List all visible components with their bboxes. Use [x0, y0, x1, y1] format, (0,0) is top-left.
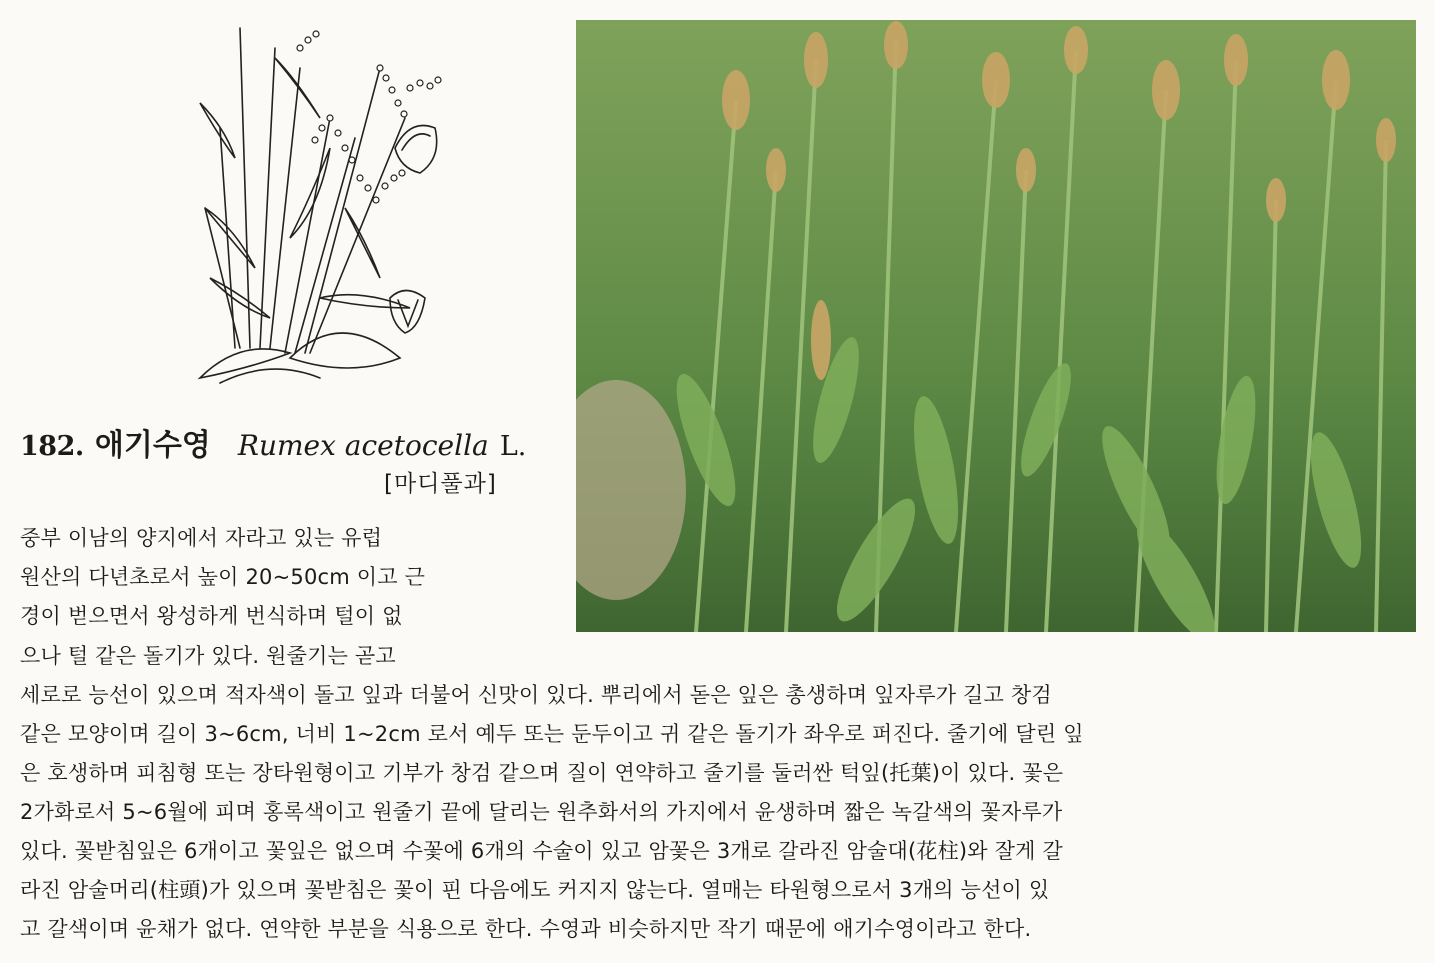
entry-header	[20, 420, 540, 464]
scientific-name: Rumex acetocella	[237, 429, 489, 462]
description-line: 2가화로서 5~6월에 피며 홍록색이고 원줄기 끝에 달리는 원추화서의 가지에서 윤생하며 짧은 녹갈색의 꽃자루가	[20, 800, 1063, 824]
description-line: 중부 이남의 양지에서 자라고 있는 유럽	[20, 526, 383, 550]
description-line: 라진 암술머리(柱頭)가 있으며 꽃받침은 꽃이 핀 다음에도 커지지 않는다. 열매는 타원형으로서 3개의 능선이 있	[20, 878, 1050, 902]
description-line: 은 호생하며 피침형 또는 장타원형이고 기부가 창검 같으며 질이 연약하고 줄기를 둘러싼 턱잎(托葉)이 있다. 꽃은	[20, 761, 1064, 785]
entry-number: 182.	[20, 431, 84, 462]
plant-photograph	[576, 20, 1416, 632]
description-line: 있다. 꽃받침잎은 6개이고 꽃잎은 없으며 수꽃에 6개의 수술이 있고 암꽃은 3개로 갈라진 암술대(花柱)와 잘게 갈	[20, 839, 1063, 863]
description-line: 같은 모양이며 길이 3~6cm, 너비 1~2cm 로서 예두 또는 둔두이고 귀 같은 돌기가 좌우로 퍼진다. 줄기에 달린 잎	[20, 722, 1084, 746]
description-line: 원산의 다년초로서 높이 20~50cm 이고 근	[20, 565, 426, 589]
family-name: [마디풀과]	[384, 471, 497, 497]
korean-name: 애기수영	[94, 428, 211, 463]
description-line: 고 갈색이며 윤채가 없다. 연약한 부분을 식용으로 한다. 수영과 비슷하지만 작기 때문에 애기수영이라고 한다.	[20, 917, 1032, 941]
botanical-line-drawing	[180, 8, 480, 403]
description-line: 경이 벋으면서 왕성하게 번식하며 털이 없	[20, 604, 403, 628]
description-line: 세로로 능선이 있으며 적자색이 돌고 잎과 더불어 신맛이 있다. 뿌리에서 돋은 잎은 총생하며 잎자루가 길고 창검	[20, 683, 1052, 707]
authority: L.	[499, 431, 527, 462]
description-line: 으나 털 같은 돌기가 있다. 원줄기는 곧고	[20, 644, 396, 668]
